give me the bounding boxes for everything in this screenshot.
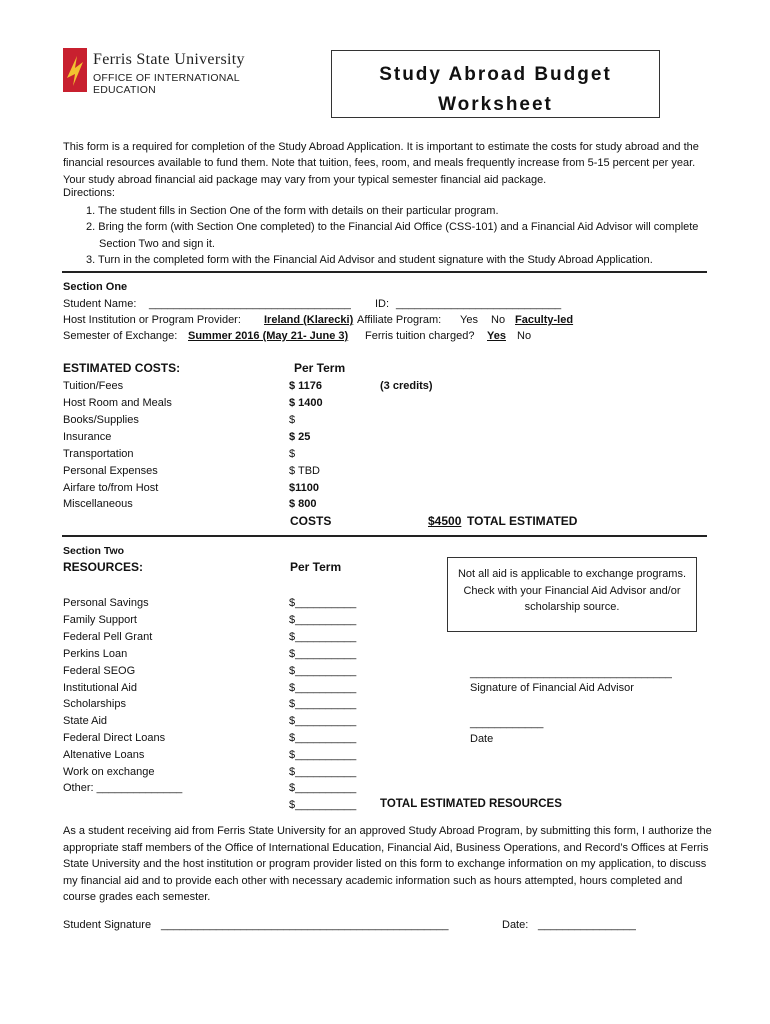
student-id-field[interactable]: ___________________________	[396, 298, 562, 310]
student-id-label: ID:	[375, 298, 390, 310]
university-logo	[63, 48, 293, 94]
host-label: Host Institution or Program Provider:	[63, 314, 241, 326]
cost-label-transportation: Transportation	[63, 448, 134, 460]
logo-office-name: OFFICE OF INTERNATIONAL EDUCATION	[93, 72, 240, 96]
resource-field-seog[interactable]: $__________	[289, 665, 357, 677]
resource-label-work: Work on exchange	[63, 766, 155, 778]
directions-label: Directions:	[63, 187, 115, 199]
advisor-signature-label: Signature of Financial Aid Advisor	[470, 682, 634, 694]
authorization-paragraph: As a student receiving aid from Ferris State University for an approved Study Abroad Program, by submitting this form, I authorize the appropriate staff members of the Office of International Education, Financial Aid, Business Operations, and Record’s Offices at Ferris State University and the host institution or program provider listed on this form to exchange information on my application, to discuss my financial aid and to provide each other with necessary academic information such as hours attempted, hours completed and course grades each semester.	[63, 825, 712, 904]
cost-value-room: $ 1400	[289, 397, 323, 409]
resource-field-direct-loans[interactable]: $__________	[289, 732, 357, 744]
resource-field-savings[interactable]: $__________	[289, 597, 357, 609]
advisor-date-label: Date	[470, 733, 494, 745]
resource-label-pell: Federal Pell Grant	[63, 631, 153, 643]
resource-field-other[interactable]: $__________	[289, 782, 357, 794]
resource-field-institutional[interactable]: $__________	[289, 682, 357, 694]
resource-label-state: State Aid	[63, 715, 108, 727]
cost-value-transportation: $	[289, 448, 296, 460]
tuition-yes-option[interactable]: Yes	[487, 330, 506, 342]
tuition-charged-label: Ferris tuition charged?	[365, 330, 475, 342]
affiliate-no-option[interactable]: No	[491, 314, 506, 326]
section-two-heading: Section Two	[63, 545, 125, 557]
total-resources-label: TOTAL ESTIMATED RESOURCES	[380, 798, 562, 810]
resource-field-total[interactable]: $__________	[289, 799, 357, 811]
direction-item: 3. Turn in the completed form with the Financial Aid Advisor and student signature with the Study Abroad Application.	[86, 253, 653, 266]
cost-label-airfare: Airfare to/from Host	[63, 482, 159, 494]
resource-label-seog: Federal SEOG	[63, 665, 136, 677]
cost-label-misc: Miscellaneous	[63, 498, 133, 510]
direction-item: 1. The student fills in Section One of the form with details on their particular program.	[86, 205, 499, 217]
resources-per-term-heading: Per Term	[290, 560, 342, 574]
resource-label-scholarships: Scholarships	[63, 698, 126, 710]
resource-field-family[interactable]: $__________	[289, 614, 357, 626]
cost-value-books: $	[289, 414, 296, 426]
host-value: Ireland (Klarecki)	[264, 314, 354, 326]
form-title-line1: Study Abroad Budget	[379, 64, 612, 85]
resource-label-institutional: Institutional Aid	[63, 682, 137, 694]
tuition-no-option[interactable]: No	[517, 330, 532, 342]
student-name-label: Student Name:	[63, 298, 137, 310]
directions-list	[73, 203, 713, 268]
cost-value-personal: $ TBD	[289, 465, 320, 477]
intro-paragraph: This form is a required for completion of the Study Abroad Application. It is important to estimate the costs for study abroad and the financial resources available to fund them. Note that tuition, fees, room, and meals frequently increase from 5-15 percent per year. Your study abroad financial aid package may vary from your typical semester financial aid package.	[63, 141, 699, 186]
affiliate-selected-option[interactable]: Faculty-led	[515, 314, 574, 326]
costs-label: COSTS	[290, 514, 332, 528]
resource-field-work[interactable]: $__________	[289, 766, 357, 778]
logo-university-name: Ferris State University	[93, 51, 245, 68]
resource-field-scholarships[interactable]: $__________	[289, 698, 357, 710]
section-divider	[62, 271, 707, 273]
total-estimated-label: TOTAL ESTIMATED	[467, 514, 578, 528]
section-divider	[62, 535, 707, 537]
cost-label-insurance: Insurance	[63, 431, 112, 443]
student-name-field[interactable]: _________________________________	[149, 298, 351, 310]
form-title	[331, 50, 660, 118]
estimated-costs-heading: ESTIMATED COSTS:	[63, 361, 181, 375]
resource-label-other[interactable]: Other: ______________	[63, 782, 183, 794]
cost-note-credits: (3 credits)	[380, 380, 433, 392]
student-signature-label: Student Signature	[63, 919, 152, 931]
advisor-signature-line[interactable]: _________________________________	[470, 667, 672, 679]
semester-value: Summer 2016 (May 21- June 3)	[188, 330, 349, 342]
costs-per-term-heading: Per Term	[294, 361, 346, 375]
student-signature-line[interactable]: _______________________________________________	[161, 919, 449, 931]
cost-label-books: Books/Supplies	[63, 414, 139, 426]
student-date-line[interactable]: ________________	[538, 919, 636, 931]
cost-label-room: Host Room and Meals	[63, 397, 172, 409]
resource-label-savings: Personal Savings	[63, 597, 149, 609]
semester-label: Semester of Exchange:	[63, 330, 178, 342]
direction-item: 2. Bring the form (with Section One completed) to the Financial Aid Office (CSS-101) and a Financial Aid Advisor will complete Section Two and sign it.	[86, 221, 699, 250]
cost-value-airfare: $1100	[289, 482, 319, 494]
form-title-line2: Worksheet	[438, 94, 553, 115]
aid-note-box: Not all aid is applicable to exchange programs. Check with your Financial Aid Advisor and/or scholarship source.	[447, 557, 697, 632]
resources-heading: RESOURCES:	[63, 560, 144, 574]
resource-field-pell[interactable]: $__________	[289, 631, 357, 643]
resource-field-perkins[interactable]: $__________	[289, 648, 357, 660]
resource-label-perkins: Perkins Loan	[63, 648, 128, 660]
cost-value-tuition: $ 1176	[289, 380, 323, 392]
affiliate-label: Affiliate Program:	[357, 314, 442, 326]
resource-field-state[interactable]: $__________	[289, 715, 357, 727]
student-date-label: Date:	[502, 919, 529, 931]
affiliate-yes-option[interactable]: Yes	[460, 314, 478, 326]
cost-label-tuition: Tuition/Fees	[63, 380, 124, 392]
resource-field-alternative-loans[interactable]: $__________	[289, 749, 357, 761]
ferris-logo-icon	[63, 48, 87, 92]
resource-label-family: Family Support	[63, 614, 137, 626]
total-estimated-value: $4500	[428, 514, 462, 528]
resource-label-alternative-loans: Altenative Loans	[63, 749, 145, 761]
cost-value-insurance: $ 25	[289, 431, 311, 443]
cost-label-personal: Personal Expenses	[63, 465, 158, 477]
advisor-date-line[interactable]: ____________	[470, 717, 544, 729]
cost-value-misc: $ 800	[289, 498, 317, 510]
section-one-heading: Section One	[63, 281, 128, 293]
resource-label-direct-loans: Federal Direct Loans	[63, 732, 166, 744]
